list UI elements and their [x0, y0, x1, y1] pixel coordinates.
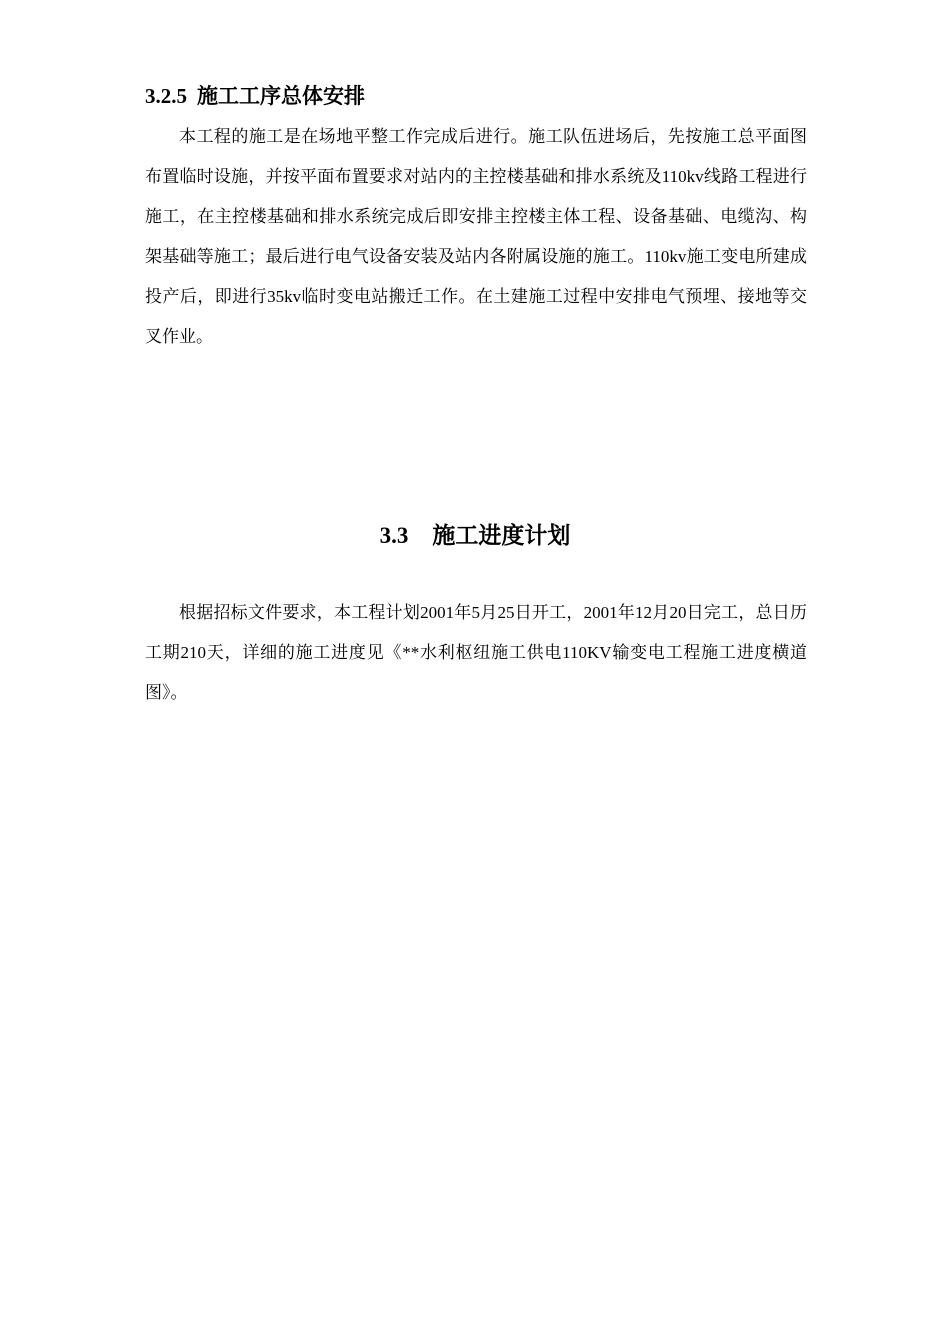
section-3-2-5-paragraph: 本工程的施工是在场地平整工作完成后进行。施工队伍进场后，先按施工总平面图布置临时设施，并按平面布置要求对站内的主控楼基础和排水系统及110kv线路工程进行施工，在主控楼基础和排水系统完成后即安排主控楼主体工程、设备基础、电缆沟、构架基础等施工；最后进行电气设备安装及站内各附属设施的施工。110kv施工变电所建成投产后，即进行35kv临时变电站搬迁工作。在土建施工过程中安排电气预埋、接地等交叉作业。 [145, 127, 807, 346]
section-3-3-paragraph: 根据招标文件要求，本工程计划2001年5月25日开工，2001年12月20日完工，总日历工期210天，详细的施工进度见《**水利枢纽施工供电110KV输变电工程施工进度横道图》。 [145, 603, 807, 702]
section-number: 3.2.5 [145, 84, 187, 108]
chapter-title: 施工进度计划 [432, 523, 571, 548]
chapter-number: 3.3 [379, 523, 409, 548]
section-title: 施工工序总体安排 [197, 84, 365, 108]
section-heading-3-3 [0, 518, 950, 554]
section-heading-3-2-5 [145, 80, 365, 112]
